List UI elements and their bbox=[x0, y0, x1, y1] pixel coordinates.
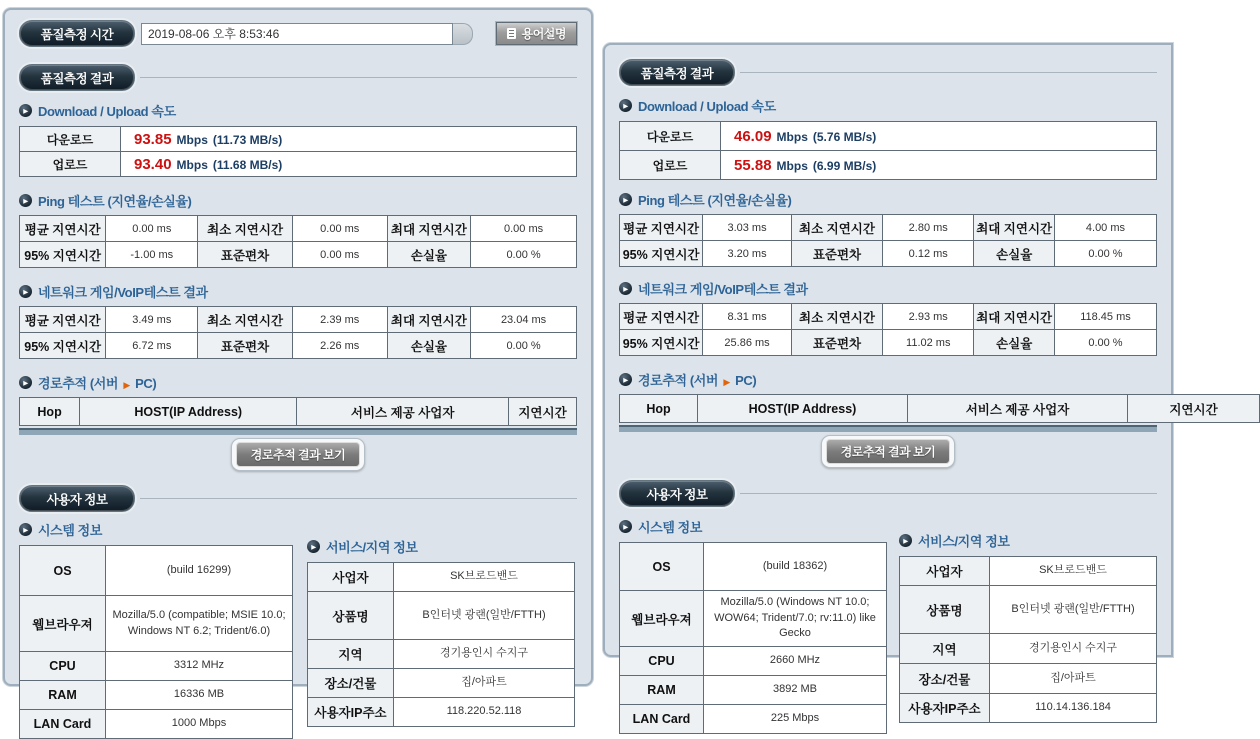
stat-label: 손실율 bbox=[974, 330, 1055, 356]
section-bullet-icon: ▶ bbox=[19, 285, 32, 298]
stat-label: 평균 지연시간 bbox=[620, 215, 703, 241]
stat-label: 95% 지연시간 bbox=[620, 241, 703, 267]
system-info-table bbox=[19, 545, 293, 739]
section-header-system bbox=[19, 520, 295, 539]
stat-value: 0.00 ms bbox=[292, 216, 387, 242]
stat-label: 표준편차 bbox=[791, 241, 882, 267]
table-row bbox=[308, 563, 575, 592]
section-bullet-icon: ▶ bbox=[619, 520, 632, 533]
table-row bbox=[620, 647, 887, 676]
table-row bbox=[620, 705, 887, 734]
stat-label: 표준편차 bbox=[198, 242, 293, 268]
stat-value: 3.03 ms bbox=[703, 215, 792, 241]
stat-label: 최소 지연시간 bbox=[198, 216, 293, 242]
report-panel-right bbox=[603, 43, 1218, 726]
stat-value: 4.00 ms bbox=[1054, 215, 1156, 241]
column-header-provider: 서비스 제공 사업자 bbox=[297, 398, 509, 426]
user-info-pill: 사용자 정보 bbox=[19, 485, 135, 512]
stat-value: 2.93 ms bbox=[883, 304, 974, 330]
info-value: (build 16299) bbox=[106, 546, 293, 596]
info-value: 118.220.52.118 bbox=[394, 698, 575, 727]
system-info-column bbox=[619, 517, 887, 734]
table-header-row bbox=[620, 395, 1260, 423]
trace-title-post: PC) bbox=[735, 373, 757, 388]
stat-label: 손실율 bbox=[387, 242, 471, 268]
system-info-column bbox=[19, 520, 295, 739]
traceroute-button-frame bbox=[231, 438, 365, 471]
info-label: 웹브라우져 bbox=[620, 591, 704, 647]
divider-line bbox=[740, 493, 1157, 494]
service-info-table bbox=[307, 562, 575, 727]
stat-label: 95% 지연시간 bbox=[620, 330, 703, 356]
info-value: (build 18362) bbox=[704, 543, 887, 591]
measure-time-input[interactable] bbox=[141, 23, 453, 45]
column-header-host: HOST(IP Address) bbox=[80, 398, 297, 426]
traceroute-table bbox=[19, 397, 577, 426]
stat-label: 최대 지연시간 bbox=[387, 216, 471, 242]
section-bullet-icon: ▶ bbox=[619, 282, 632, 295]
stat-value: 23.04 ms bbox=[471, 307, 577, 333]
info-label: 장소/건물 bbox=[308, 669, 394, 698]
section-bullet-icon: ▶ bbox=[619, 373, 632, 386]
ping-table bbox=[19, 215, 577, 268]
info-value: SK브로드밴드 bbox=[990, 557, 1157, 586]
section-title: Ping 테스트 (지연율/손실율) bbox=[638, 193, 792, 208]
stat-value: 0.00 % bbox=[1054, 241, 1156, 267]
stat-value: 0.00 % bbox=[471, 242, 577, 268]
arrow-right-icon: ▶ bbox=[723, 377, 730, 387]
info-label: 장소/건물 bbox=[900, 664, 990, 694]
arrow-right-icon: ▶ bbox=[123, 380, 130, 390]
speed-table bbox=[619, 121, 1157, 180]
table-row bbox=[620, 215, 1157, 241]
section-title bbox=[38, 373, 156, 392]
section-header-voip bbox=[619, 279, 1157, 298]
section-header-speed bbox=[619, 96, 1157, 115]
info-value: Mozilla/5.0 (compatible; MSIE 10.0; Windows NT 6.2; Trident/6.0) bbox=[106, 596, 293, 652]
info-label: OS bbox=[620, 543, 704, 591]
result-title-row bbox=[19, 64, 577, 91]
divider-bar bbox=[19, 428, 577, 435]
table-row bbox=[900, 634, 1157, 664]
trace-title-pre: 경로추적 (서버 bbox=[38, 376, 119, 391]
info-value: 16336 MB bbox=[106, 681, 293, 710]
section-bullet-icon: ▶ bbox=[19, 523, 32, 536]
info-value: B인터넷 광랜(일반/FTTH) bbox=[394, 592, 575, 640]
info-label: CPU bbox=[620, 647, 704, 676]
section-header-service bbox=[307, 537, 577, 556]
section-bullet-icon: ▶ bbox=[307, 540, 320, 553]
user-info-title-row bbox=[619, 480, 1157, 507]
stat-value: 0.00 ms bbox=[471, 216, 577, 242]
table-row bbox=[308, 698, 575, 727]
section-title: 시스템 정보 bbox=[38, 523, 103, 538]
divider-bar bbox=[619, 425, 1157, 432]
table-header-row bbox=[20, 398, 577, 426]
info-value: 경기용인시 수지구 bbox=[990, 634, 1157, 664]
table-row bbox=[20, 127, 577, 152]
info-value: SK브로드밴드 bbox=[394, 563, 575, 592]
table-row bbox=[620, 241, 1157, 267]
stat-value: 2.26 ms bbox=[292, 333, 387, 359]
stat-label: 최대 지연시간 bbox=[387, 307, 471, 333]
table-row bbox=[20, 596, 293, 652]
divider-line bbox=[140, 77, 577, 78]
stat-label: 손실율 bbox=[974, 241, 1055, 267]
section-header-traceroute bbox=[19, 373, 577, 392]
table-row bbox=[900, 694, 1157, 723]
stat-value: 0.12 ms bbox=[883, 241, 974, 267]
section-title: 서비스/지역 정보 bbox=[326, 540, 418, 555]
stat-label: 손실율 bbox=[387, 333, 471, 359]
table-row bbox=[900, 586, 1157, 634]
info-label: 웹브라우져 bbox=[20, 596, 106, 652]
table-row bbox=[20, 681, 293, 710]
download-speed-value: 93.85 Mbps (11.73 MB/s) bbox=[134, 130, 283, 148]
table-row bbox=[620, 330, 1157, 356]
stat-label: 최소 지연시간 bbox=[791, 304, 882, 330]
section-bullet-icon: ▶ bbox=[19, 104, 32, 117]
column-header-provider: 서비스 제공 사업자 bbox=[908, 395, 1128, 423]
table-row bbox=[20, 307, 577, 333]
glossary-button[interactable] bbox=[496, 22, 577, 45]
section-title: 서비스/지역 정보 bbox=[918, 534, 1010, 549]
info-label: 상품명 bbox=[900, 586, 990, 634]
info-label: RAM bbox=[20, 681, 106, 710]
upload-speed-value: 55.88 Mbps (6.99 MB/s) bbox=[734, 156, 877, 174]
stat-value: 0.00 % bbox=[1054, 330, 1156, 356]
info-label: 사업자 bbox=[900, 557, 990, 586]
table-row bbox=[900, 664, 1157, 694]
traceroute-button-frame bbox=[821, 435, 955, 468]
info-label: 상품명 bbox=[308, 592, 394, 640]
info-value: 집/아파트 bbox=[990, 664, 1157, 694]
section-title: Download / Upload 속도 bbox=[638, 99, 776, 114]
section-title: Download / Upload 속도 bbox=[38, 104, 176, 119]
table-row bbox=[620, 151, 1157, 180]
section-header-service bbox=[899, 531, 1157, 550]
info-value: 집/아파트 bbox=[394, 669, 575, 698]
measure-time-row bbox=[19, 20, 577, 47]
trace-title-pre: 경로추적 (서버 bbox=[638, 373, 719, 388]
stat-value: 2.39 ms bbox=[292, 307, 387, 333]
traceroute-result-button[interactable]: 경로추적 결과 보기 bbox=[826, 439, 950, 464]
ping-table bbox=[619, 214, 1157, 267]
stat-value: 6.72 ms bbox=[106, 333, 198, 359]
info-value: 2660 MHz bbox=[704, 647, 887, 676]
table-row bbox=[308, 640, 575, 669]
time-input-cap bbox=[453, 23, 473, 45]
stat-value: 3.20 ms bbox=[703, 241, 792, 267]
column-header-hop: Hop bbox=[620, 395, 698, 423]
result-title-pill: 품질측정 결과 bbox=[619, 59, 735, 86]
section-header-ping bbox=[19, 191, 577, 210]
table-row bbox=[308, 669, 575, 698]
section-bullet-icon: ▶ bbox=[619, 193, 632, 206]
stat-value: 0.00 % bbox=[471, 333, 577, 359]
speed-row-label: 업로드 bbox=[620, 151, 721, 180]
info-label: 지역 bbox=[308, 640, 394, 669]
table-row bbox=[20, 333, 577, 359]
table-row bbox=[308, 592, 575, 640]
stat-value: 25.86 ms bbox=[703, 330, 792, 356]
table-row bbox=[20, 546, 293, 596]
measure-time-pill: 품질측정 시간 bbox=[19, 20, 135, 47]
stat-label: 95% 지연시간 bbox=[20, 333, 106, 359]
stat-value: 8.31 ms bbox=[703, 304, 792, 330]
table-row bbox=[620, 122, 1157, 151]
stat-label: 95% 지연시간 bbox=[20, 242, 106, 268]
speed-table bbox=[19, 126, 577, 177]
upload-speed-value: 93.40 Mbps (11.68 MB/s) bbox=[134, 155, 283, 173]
section-bullet-icon: ▶ bbox=[19, 376, 32, 389]
section-header-speed bbox=[19, 101, 577, 120]
download-speed-value: 46.09 Mbps (5.76 MB/s) bbox=[734, 127, 877, 145]
section-header-traceroute bbox=[619, 370, 1157, 389]
section-title: 네트워크 게임/VoIP테스트 결과 bbox=[638, 282, 808, 297]
stat-label: 표준편차 bbox=[791, 330, 882, 356]
stat-label: 평균 지연시간 bbox=[20, 216, 106, 242]
info-label: 사용자IP주소 bbox=[900, 694, 990, 723]
stat-value: 3.49 ms bbox=[106, 307, 198, 333]
section-header-ping bbox=[619, 190, 1157, 209]
info-label: 지역 bbox=[900, 634, 990, 664]
system-info-table bbox=[619, 542, 887, 734]
speed-row-label: 다운로드 bbox=[620, 122, 721, 151]
table-row bbox=[20, 652, 293, 681]
section-title bbox=[638, 370, 756, 389]
stat-value: 118.45 ms bbox=[1054, 304, 1156, 330]
speed-row-label: 업로드 bbox=[20, 152, 121, 177]
glossary-button-label: 용어설명 bbox=[521, 27, 566, 41]
section-title: Ping 테스트 (지연율/손실율) bbox=[38, 194, 192, 209]
voip-table bbox=[19, 306, 577, 359]
table-row bbox=[20, 152, 577, 177]
info-value: B인터넷 광랜(일반/FTTH) bbox=[990, 586, 1157, 634]
column-header-latency: 지연시간 bbox=[509, 398, 577, 426]
info-label: LAN Card bbox=[20, 710, 106, 739]
stat-label: 최소 지연시간 bbox=[198, 307, 293, 333]
info-label: 사업자 bbox=[308, 563, 394, 592]
section-title: 네트워크 게임/VoIP테스트 결과 bbox=[38, 285, 208, 300]
section-bullet-icon: ▶ bbox=[619, 99, 632, 112]
table-row bbox=[20, 216, 577, 242]
section-header-voip bbox=[19, 282, 577, 301]
table-row bbox=[20, 242, 577, 268]
result-title-pill: 품질측정 결과 bbox=[19, 64, 135, 91]
stat-label: 평균 지연시간 bbox=[620, 304, 703, 330]
stat-value: 11.02 ms bbox=[883, 330, 974, 356]
info-value: 3892 MB bbox=[704, 676, 887, 705]
table-row bbox=[620, 543, 887, 591]
stat-value: 0.00 ms bbox=[106, 216, 198, 242]
report-panel-left bbox=[3, 8, 593, 731]
section-bullet-icon: ▶ bbox=[19, 194, 32, 207]
table-row bbox=[620, 591, 887, 647]
speed-row-label: 다운로드 bbox=[20, 127, 121, 152]
traceroute-table bbox=[619, 394, 1260, 423]
info-value: 1000 Mbps bbox=[106, 710, 293, 739]
table-row bbox=[900, 557, 1157, 586]
stat-value: 2.80 ms bbox=[883, 215, 974, 241]
column-header-hop: Hop bbox=[20, 398, 80, 426]
user-info-title-row bbox=[19, 485, 577, 512]
info-label: LAN Card bbox=[620, 705, 704, 734]
column-header-host: HOST(IP Address) bbox=[698, 395, 908, 423]
stat-label: 최대 지연시간 bbox=[974, 215, 1055, 241]
trace-title-post: PC) bbox=[135, 376, 157, 391]
info-label: RAM bbox=[620, 676, 704, 705]
info-value: Mozilla/5.0 (Windows NT 10.0; WOW64; Trident/7.0; rv:11.0) like Gecko bbox=[704, 591, 887, 647]
service-info-column bbox=[307, 537, 577, 739]
stat-value: -1.00 ms bbox=[106, 242, 198, 268]
table-row bbox=[20, 710, 293, 739]
info-label: 사용자IP주소 bbox=[308, 698, 394, 727]
service-info-column bbox=[899, 531, 1157, 734]
divider-line bbox=[740, 72, 1157, 73]
stat-label: 최대 지연시간 bbox=[974, 304, 1055, 330]
result-title-row bbox=[619, 59, 1157, 86]
column-header-latency: 지연시간 bbox=[1128, 395, 1260, 423]
info-value: 110.14.136.184 bbox=[990, 694, 1157, 723]
info-value: 경기용인시 수지구 bbox=[394, 640, 575, 669]
info-label: OS bbox=[20, 546, 106, 596]
info-value: 225 Mbps bbox=[704, 705, 887, 734]
section-title: 시스템 정보 bbox=[638, 520, 703, 535]
stat-value: 0.00 ms bbox=[292, 242, 387, 268]
table-row bbox=[620, 304, 1157, 330]
divider-line bbox=[140, 498, 577, 499]
stat-label: 표준편차 bbox=[198, 333, 293, 359]
section-bullet-icon: ▶ bbox=[899, 534, 912, 547]
document-icon bbox=[507, 28, 516, 39]
service-info-table bbox=[899, 556, 1157, 723]
user-info-pill: 사용자 정보 bbox=[619, 480, 735, 507]
section-header-system bbox=[619, 517, 887, 536]
traceroute-result-button[interactable]: 경로추적 결과 보기 bbox=[236, 442, 360, 467]
table-row bbox=[620, 676, 887, 705]
stat-label: 최소 지연시간 bbox=[791, 215, 882, 241]
voip-table bbox=[619, 303, 1157, 356]
info-value: 3312 MHz bbox=[106, 652, 293, 681]
stat-label: 평균 지연시간 bbox=[20, 307, 106, 333]
info-label: CPU bbox=[20, 652, 106, 681]
